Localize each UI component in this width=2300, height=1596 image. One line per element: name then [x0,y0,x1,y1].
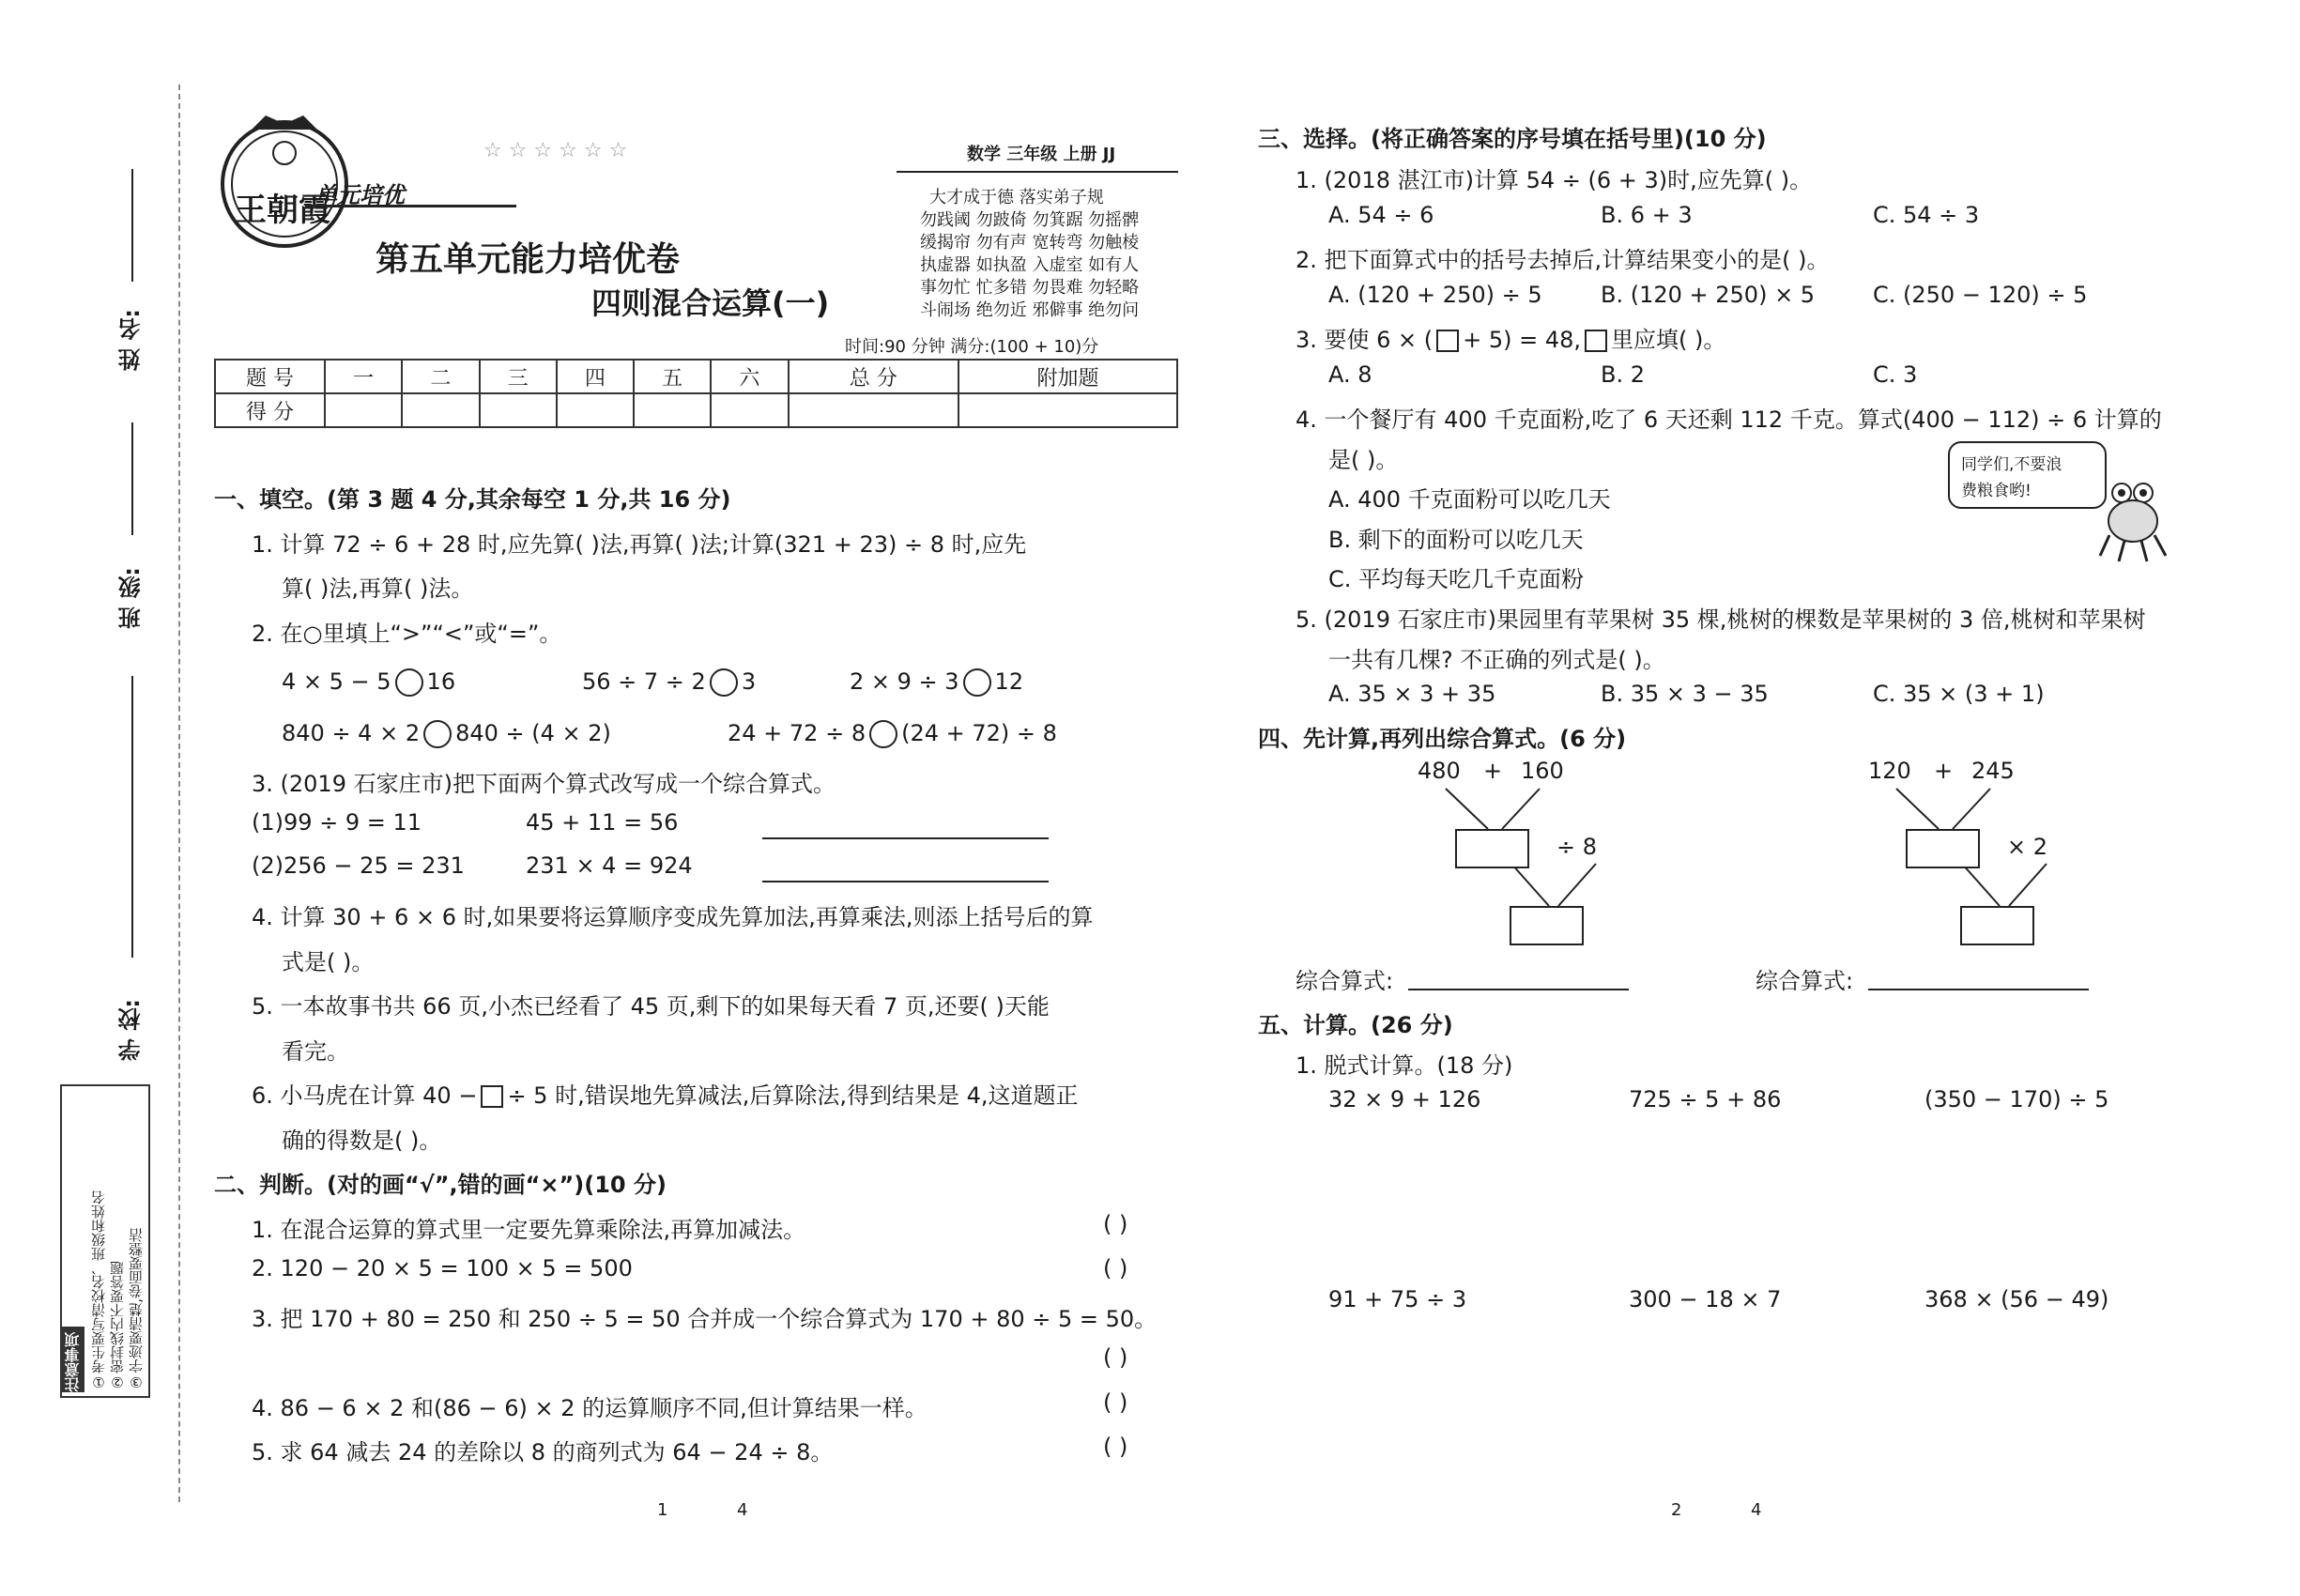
judge-paren[interactable]: ( ) [1103,1434,1128,1460]
choice-opt: C. 54 ÷ 3 [1873,202,1980,228]
score-header: 一 [325,360,402,393]
choice-q2: 2. 把下面算式中的括号去掉后,计算结果变小的是( )。 [1296,247,1830,273]
judge-paren[interactable]: ( ) [1103,1344,1128,1371]
calc-expr: 368 × (56 − 49) [1924,1286,2109,1312]
class-label: 班 级: [118,567,145,629]
blank-square [1585,330,1607,352]
compare-3: 2 × 9 ÷ 3 12 [850,668,1024,695]
q4-line-a: 4. 计算 30 + 6 × 6 时,如果要将运算顺序变成先算加法,再算乘法,则添上括号后的算 [252,904,1094,930]
section-5-heading: 五、计算。(26 分) [1258,1012,1453,1038]
score-cell[interactable] [958,393,1177,427]
notice-title: 注意事项 [62,1327,84,1392]
choice-opt: B. 剩下的面粉可以吃几天 [1328,527,1584,553]
brand-name: 王朝霞 [235,192,330,229]
section-4-heading: 四、先计算,再列出综合算式。(6 分) [1258,726,1627,752]
q3-1b: 45 + 11 = 56 [526,809,679,836]
choice-q5-a: 5. (2019 石家庄市)果园里有苹果树 35 棵,桃树的棵数是苹果树的 3 倍,桃树和苹果树 [1296,606,2146,633]
tree-operand: 120 [1868,758,1911,784]
q1-line-a: 1. 计算 72 ÷ 6 + 28 时,应先算( )法,再算( )法;计算(321 + 23) ÷ 8 时,应先 [252,531,1027,558]
choice-q3: 3. 要使 6 × ( + 5) = 48, 里应填( )。 [1296,327,1726,353]
q2-text: 2. 在○里填上“>”“<”或“=”。 [252,621,562,647]
choice-opt: C. 3 [1873,361,1918,388]
q6-line-b: 确的得数是( )。 [282,1128,442,1154]
bubble-line: 同学们,不要浪 [1961,455,2062,474]
judge-paren[interactable]: ( ) [1103,1389,1128,1416]
answer-box[interactable] [1455,829,1529,868]
star-rating: ☆ ☆ ☆ ☆ ☆ ☆ [483,139,628,162]
score-header: 三 [480,360,557,393]
frog-mascot-icon [2098,479,2169,563]
tree-operand: 480 [1418,758,1461,784]
notice-1: ①考生要写清校名、班级和姓名 [90,1190,107,1390]
choice-q5-b: 一共有几棵? 不正确的列式是( )。 [1328,647,1665,673]
choice-opt: C. (250 − 120) ÷ 5 [1873,282,2088,308]
motto-line: 缓揭帘 勿有声 宽转弯 勿触棱 [920,233,1140,253]
score-header: 总 分 [789,360,959,393]
bubble-line: 费粮食哟! [1961,482,2032,500]
page-total-left: 4 [737,1500,748,1520]
page-title: 第五单元能力培优卷 [376,239,681,279]
compare-circle[interactable] [869,720,897,748]
score-cell[interactable] [480,393,557,427]
score-header: 六 [711,360,788,393]
choice-opt: C. 平均每天吃几千克面粉 [1328,566,1585,592]
judge-item: 4. 86 − 6 × 2 和(86 − 6) × 2 的运算顺序不同,但计算结果一样。 [252,1395,928,1421]
calc-expr: 32 × 9 + 126 [1328,1086,1481,1113]
judge-item: 1. 在混合运算的算式里一定要先算乘除法,再算加减法。 [252,1217,806,1243]
q4-line-b: 式是( )。 [282,949,375,975]
judge-item: 2. 120 − 20 × 5 = 100 × 5 = 500 [252,1255,633,1281]
choice-opt: B. 35 × 3 − 35 [1601,681,1769,707]
judge-paren[interactable]: ( ) [1103,1211,1128,1237]
combined-label: 综合算式: [1296,968,1394,994]
q3-2b: 231 × 4 = 924 [526,852,693,879]
q5-line-b: 看完。 [282,1038,349,1065]
name-label: 姓 名: [118,309,145,371]
compare-4: 840 ÷ 4 × 2 840 ÷ (4 × 2) [282,720,611,746]
choice-opt: B. (120 + 250) × 5 [1601,282,1816,308]
tree-operator: + [1934,758,1954,784]
combined-label: 综合算式: [1756,968,1854,994]
blank-square [1436,330,1459,352]
tree-operator: + [1483,758,1503,784]
score-cell[interactable] [557,393,634,427]
score-cell[interactable] [402,393,479,427]
answer-box[interactable] [1906,829,1980,868]
page-subtitle: 四则混合运算(一) [591,285,830,321]
motto-line: 勿践阈 勿跛倚 勿箕踞 勿摇髀 [920,210,1140,230]
sub-heading: 1. 脱式计算。(18 分) [1296,1052,1513,1079]
q3-text: 3. (2019 石家庄市)把下面两个算式改写成一个综合算式。 [252,771,836,797]
q1-line-b: 算( )法,再算( )法。 [282,575,474,602]
compare-1: 4 × 5 − 5 16 [282,668,456,695]
page-total-right: 4 [1751,1500,1762,1520]
calc-expr: 300 − 18 × 7 [1629,1286,1782,1312]
score-header: 附加题 [958,360,1177,393]
judge-item: 3. 把 170 + 80 = 250 和 250 ÷ 5 = 50 合并成一个综合算式为 170 + 80 ÷ 5 = 50。 [252,1306,1158,1332]
calc-tree-2 [1868,756,2084,953]
notice-box [60,1084,150,1398]
motto-line: 事勿忙 忙多错 勿畏难 勿轻略 [920,278,1140,298]
notice-2: ②密封线内不要答题 [109,1261,126,1390]
answer-line[interactable] [1408,989,1629,990]
choice-opt: C. 35 × (3 + 1) [1873,681,2045,707]
score-table [214,359,1178,428]
compare-circle[interactable] [710,668,738,697]
motto-line: 执虚器 如执盈 入虚室 如有人 [920,255,1140,275]
motto-line: 大才成于德 落实弟子规 [929,188,1104,207]
score-cell[interactable] [711,393,788,427]
q3-2a: (2)256 − 25 = 231 [252,852,465,879]
speech-bubble [1948,441,2107,509]
calc-expr: (350 − 170) ÷ 5 [1924,1086,2109,1113]
motto-line: 斗闹场 绝勿近 邪僻事 绝勿问 [920,300,1140,320]
choice-opt: B. 2 [1601,361,1645,388]
notice-3: ③字迹要清楚,卷面要整洁 [128,1228,145,1390]
school-label: 学 校: [118,999,145,1061]
answer-line[interactable] [762,881,1049,882]
q5-line-a: 5. 一本故事书共 66 页,小杰已经看了 45 页,剩下的如果每天看 7 页,还要( )天能 [252,993,1050,1020]
answer-box[interactable] [1960,906,2034,945]
answer-box[interactable] [1510,906,1584,945]
blank-square [481,1085,503,1108]
score-header: 题 号 [215,360,325,393]
calc-expr: 725 ÷ 5 + 86 [1629,1086,1782,1113]
score-header: 四 [557,360,634,393]
section-1-heading: 一、填空。(第 3 题 4 分,其余每空 1 分,共 16 分) [214,486,731,513]
judge-item: 5. 求 64 减去 24 的差除以 8 的商列式为 64 − 24 ÷ 8。 [252,1439,834,1466]
judge-paren[interactable]: ( ) [1103,1255,1128,1281]
score-row-label: 得 分 [215,393,325,427]
score-header: 五 [634,360,711,393]
tree-operand: 160 [1521,758,1564,784]
compare-circle[interactable] [395,668,423,697]
choice-opt: B. 6 + 3 [1601,202,1693,228]
subject-tag: 数学 三年级 上册 JJ [967,145,1116,164]
time-info: 时间:90 分钟 满分:(100 + 10)分 [845,337,1099,357]
answer-line[interactable] [762,837,1049,839]
choice-q4-b: 是( )。 [1328,447,1399,473]
q3-1a: (1)99 ÷ 9 = 11 [252,809,422,836]
section-2-heading: 二、判断。(对的画“√”,错的画“×”)(10 分) [214,1172,667,1198]
tree-operator: × 2 [2007,834,2048,860]
choice-q4-a: 4. 一个餐厅有 400 千克面粉,吃了 6 天还剩 112 千克。算式(400 − 112) ÷ 6 计算的 [1296,407,2162,433]
choice-opt: A. 54 ÷ 6 [1328,202,1434,228]
score-header: 二 [402,360,479,393]
section-3-heading: 三、选择。(将正确答案的序号填在括号里)(10 分) [1258,126,1767,152]
choice-opt: A. 8 [1328,361,1372,388]
calc-tree-1 [1418,756,1633,953]
tree-operand: 245 [1971,758,2015,784]
compare-circle[interactable] [963,668,991,697]
score-cell[interactable] [634,393,711,427]
brand-tag: 单元培优 [314,182,405,208]
score-cell[interactable] [325,393,402,427]
choice-opt: A. 400 千克面粉可以吃几天 [1328,486,1611,513]
compare-5: 24 + 72 ÷ 8 (24 + 72) ÷ 8 [728,720,1057,746]
compare-2: 56 ÷ 7 ÷ 2 3 [582,668,757,695]
tree-operator: ÷ 8 [1556,834,1598,860]
choice-opt: A. 35 × 3 + 35 [1328,681,1496,707]
answer-line[interactable] [1868,989,2089,990]
compare-circle[interactable] [423,720,452,748]
score-cell[interactable] [789,393,959,427]
choice-opt: A. (120 + 250) ÷ 5 [1328,282,1542,308]
page-number-right: 2 [1671,1500,1682,1520]
q6-line-a: 6. 小马虎在计算 40 − ÷ 5 时,错误地先算减法,后算除法,得到结果是 4,这道题正 [252,1082,1079,1109]
choice-q1: 1. (2018 湛江市)计算 54 ÷ (6 + 3)时,应先算( )。 [1296,167,1813,193]
calc-expr: 91 + 75 ÷ 3 [1328,1286,1467,1312]
page-number-left: 1 [657,1500,668,1520]
